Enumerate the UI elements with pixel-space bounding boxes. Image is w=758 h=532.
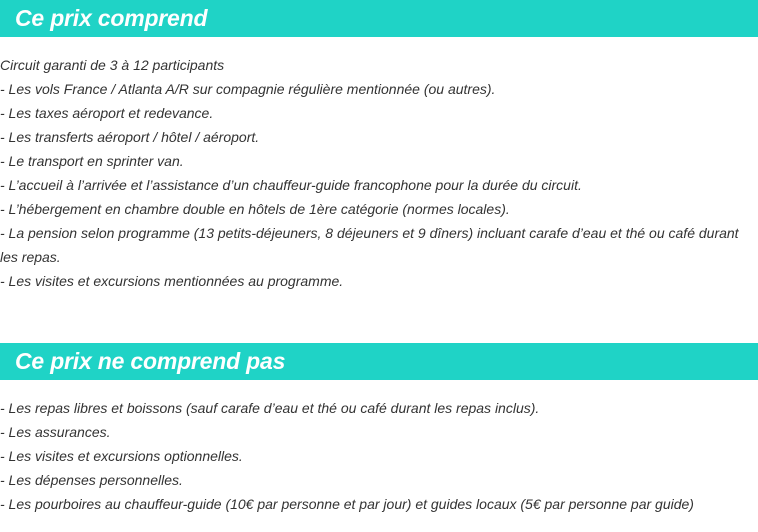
included-section-title: Ce prix comprend bbox=[15, 5, 208, 31]
included-items-list bbox=[0, 53, 752, 293]
list-item: - Les visites et excursions mentionnées au programme. bbox=[0, 273, 344, 289]
list-item: - Les vols France / Atlanta A/R sur compagnie régulière mentionnée (ou autres). bbox=[0, 81, 496, 97]
list-item: - Le transport en sprinter van. bbox=[0, 153, 184, 169]
excluded-items-list bbox=[0, 396, 752, 516]
list-item: Circuit garanti de 3 à 12 participants bbox=[0, 57, 225, 73]
included-section-header bbox=[0, 0, 758, 37]
list-item: - Les taxes aéroport et redevance. bbox=[0, 105, 214, 121]
list-item: - L’accueil à l’arrivée et l’assistance d’un chauffeur-guide francophone pour la durée du circuit. bbox=[0, 177, 582, 193]
excluded-section-header bbox=[0, 343, 758, 380]
list-item: - Les visites et excursions optionnelles. bbox=[0, 448, 243, 464]
list-item: - L’hébergement en chambre double en hôtels de 1ère catégorie (normes locales). bbox=[0, 201, 510, 217]
list-item: - Les pourboires au chauffeur-guide (10€ par personne et par jour) et guides locaux (5€ par personne par guide) bbox=[0, 496, 694, 512]
list-item: - Les assurances. bbox=[0, 424, 111, 440]
list-item: - La pension selon programme (13 petits-déjeuners, 8 déjeuners et 9 dîners) incluant carafe d’eau et thé ou café durant les repas. bbox=[0, 225, 739, 265]
excluded-section-title: Ce prix ne comprend pas bbox=[15, 348, 286, 374]
list-item: - Les repas libres et boissons (sauf carafe d’eau et thé ou café durant les repas inclus). bbox=[0, 400, 540, 416]
list-item: - Les transferts aéroport / hôtel / aéroport. bbox=[0, 129, 260, 145]
list-item: - Les dépenses personnelles. bbox=[0, 472, 183, 488]
